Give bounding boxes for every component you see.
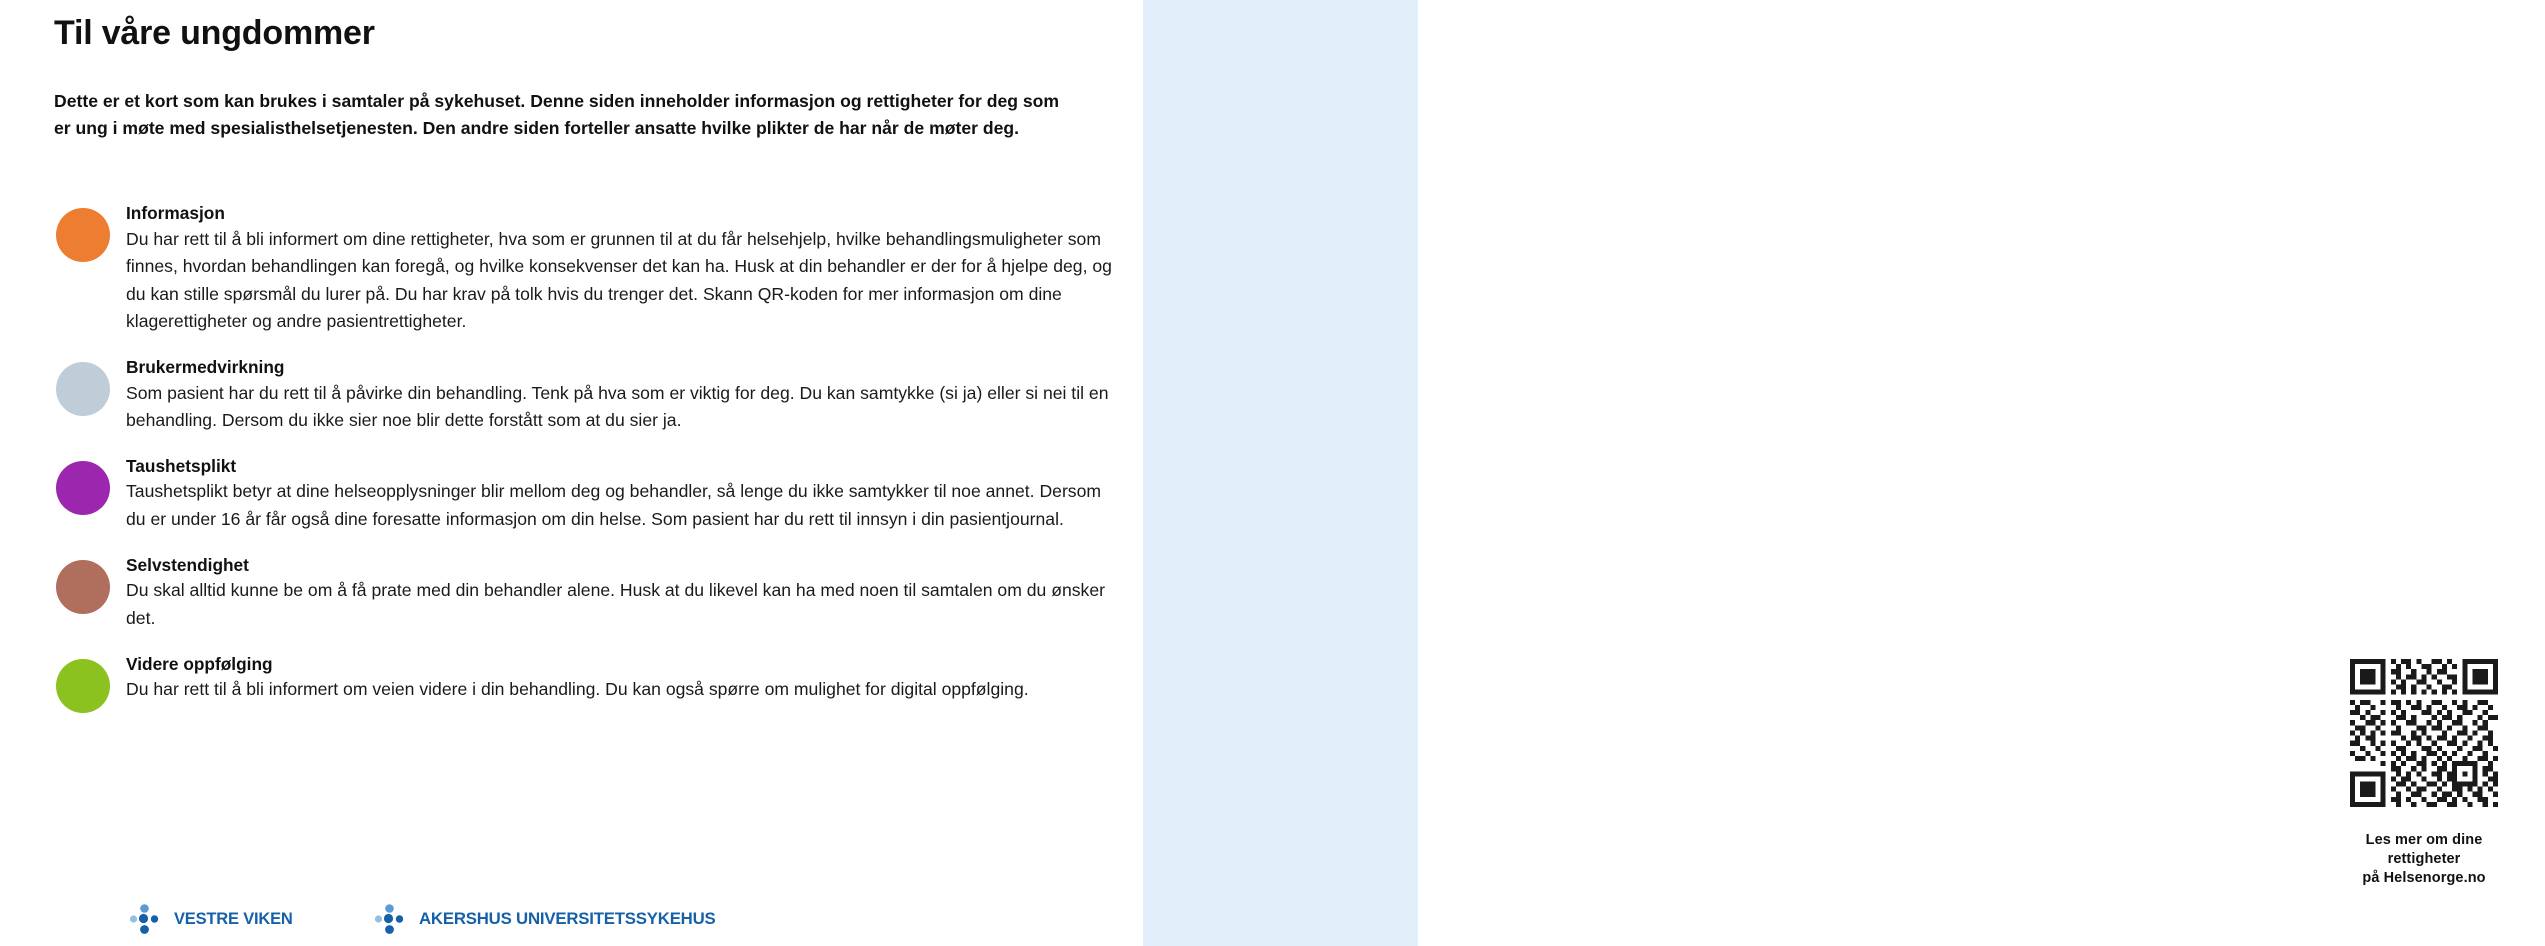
vestre-viken-logo-icon [130, 902, 166, 936]
section-heading-informasjon: Informasjon [126, 203, 225, 223]
section-body-selvstendighet: Du skal alltid kunne be om å få prate med din behandler alene. Husk at du likevel kan ha med noen til samtalen om du ønsker det. [126, 580, 1105, 628]
logo-vestre-viken [130, 902, 293, 936]
side-panel [1143, 0, 2486, 946]
qr-caption-line-2: rettigheter [2387, 851, 2461, 868]
section-selvstendighet [54, 555, 1124, 633]
intro-paragraph: Dette er et kort som kan brukes i samtaler på sykehuset. Denne siden inneholder informasjon og rettigheter for deg som er ung i møte med spesialisthelsetjenesten. Den andre siden forteller ansatte hvilke plikter de har når de møter deg. [54, 91, 1060, 138]
ahus-logo-icon [375, 902, 411, 936]
section-heading-videre-oppfolging: Videre oppfølging [126, 653, 273, 674]
section-heading-taushetsplikt: Taushetsplikt [126, 455, 237, 476]
page-title: Til våre ungdommer [54, 14, 375, 52]
section-heading-brukermedvirkning: Brukermedvirkning [126, 357, 285, 378]
logo-text-akershus-universitetssykehus: AKERSHUS UNIVERSITETSSYKEHUS [419, 909, 716, 928]
qr-caption-line-3: på Helsenorge.no [2362, 870, 2486, 887]
section-informasjon [54, 203, 1124, 336]
section-body-informasjon: Du har rett til å bli informert om dine rettigheter, hva som er grunnen til at du får helsehjelp, hvilke behandlingsmuligheter som finnes, hvordan behandlingen kan foregå, og hvilke konsekvenser det kan ha. Husk at din behandler er der for å hjelpe deg, og du kan stille spørsmål du lurer på. Du har krav på tolk hvis du trenger det. Skann QR-koden for mer informasjon om dine klagerettigheter og andre pasientrettigheter. [126, 228, 1112, 332]
qr-code-icon[interactable] [2350, 659, 2498, 807]
section-heading-selvstendighet: Selvstendighet [126, 554, 249, 575]
footer-logos [0, 898, 1143, 946]
section-body-brukermedvirkning: Som pasient har du rett til å påvirke din behandling. Tenk på hva som er viktig for deg. Du kan samtykke (si ja) eller si nei til en behandling. Dersom du ikke sier noe blir dette forstått som at du sier ja. [126, 382, 1109, 431]
bullet-dot-informasjon [56, 208, 110, 262]
bullet-dot-taushetsplikt [56, 461, 110, 515]
bullet-dot-brukermedvirkning [56, 362, 110, 416]
section-body-videre-oppfolging: Du har rett til å bli informert om veien videre i din behandling. Du kan også spørre om mulighet for digital oppfølging. [126, 679, 1029, 700]
qr-code[interactable] [2350, 659, 2498, 807]
rights-section-list [54, 203, 1124, 725]
main-content [0, 0, 1143, 946]
logo-akershus-universitetssykehus [375, 902, 716, 936]
qr-caption-line-1: Les mer om dine [2365, 832, 2483, 848]
section-videre-oppfolging [54, 654, 1124, 704]
logo-text-vestre-viken: VESTRE VIKEN [174, 909, 293, 928]
bullet-dot-selvstendighet [56, 560, 110, 614]
section-body-taushetsplikt: Taushetsplikt betyr at dine helseopplysninger blir mellom deg og behandler, så lenge du ikke samtykker til noe annet. Dersom du er under 16 år får også dine foresatte informasjon om din helse. Som pasient har du rett til innsyn i din pasientjournal. [126, 481, 1102, 530]
section-brukermedvirkning [54, 357, 1124, 435]
qr-caption [2303, 831, 2545, 888]
bullet-dot-videre-oppfolging [56, 659, 110, 713]
section-taushetsplikt [54, 456, 1124, 534]
